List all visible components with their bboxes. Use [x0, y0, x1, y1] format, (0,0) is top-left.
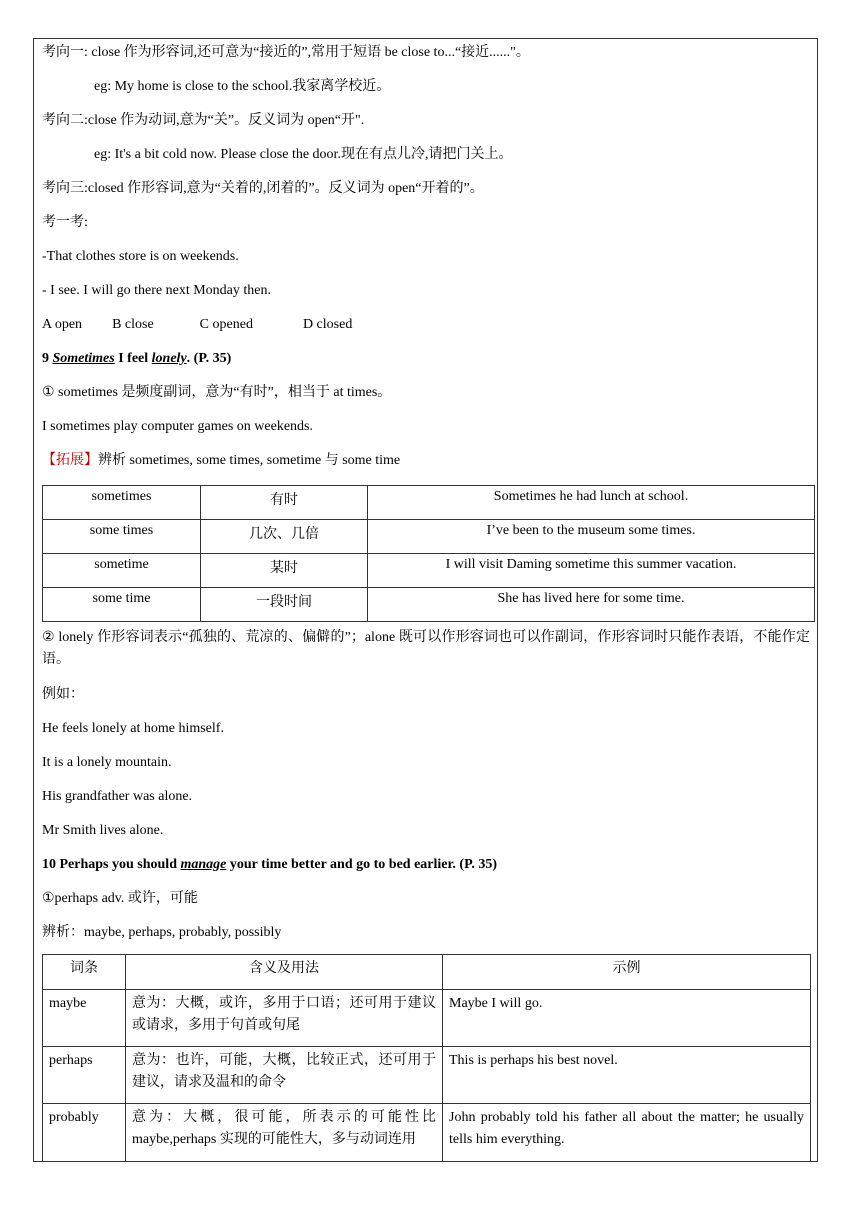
text-line-3: 考向二:close 作为动词,意为“关”。反义词为 open“开". — [42, 113, 365, 128]
table-cell: probably — [43, 1104, 126, 1162]
table-cell: 一段时间 — [201, 588, 368, 622]
item-9-note-1: ① sometimes 是频度副词，意为“有时”，相当于 at times。 — [42, 385, 392, 400]
example-heading: 例如： — [42, 687, 84, 702]
extension-line — [42, 451, 400, 471]
quiz-options — [42, 315, 352, 335]
example-3: His grandfather was alone. — [42, 789, 193, 804]
table-row — [43, 990, 811, 1047]
table-cell: I’ve been to the museum some times. — [368, 520, 815, 554]
maybe-perhaps-table — [42, 954, 811, 1162]
item-9-word-2: lonely — [151, 351, 187, 366]
table-row — [43, 1047, 811, 1104]
item-10-compare: 辨析：maybe, perhaps, probably, possibly — [42, 925, 282, 940]
item-9-heading — [42, 349, 231, 369]
table-header-row — [43, 955, 811, 990]
table-row — [43, 1104, 811, 1162]
table-row — [43, 588, 815, 622]
item-9-example: I sometimes play computer games on weekends. — [42, 419, 313, 434]
item-9-word-1: Sometimes — [52, 351, 115, 366]
option-d: D closed — [302, 317, 353, 332]
document-frame — [33, 38, 818, 1162]
table-cell: 某时 — [201, 554, 368, 588]
table-cell: perhaps — [43, 1047, 126, 1104]
table-row — [43, 554, 815, 588]
quiz-heading: 考一考: — [42, 215, 88, 230]
table-cell: 意为：大概，很可能，所表示的可能性比maybe,perhaps 实现的可能性大，多与动词连用 — [126, 1104, 443, 1162]
table-cell: 意为：也许，可能，大概，比较正式，还可用于建议，请求及温和的命令 — [126, 1047, 443, 1104]
text-line-1: 考向一: close 作为形容词,还可意为“接近的”,常用于短语 be close to...“接近......"。 — [42, 45, 530, 60]
lonely-note: ② lonely 作形容词表示“孤独的、荒凉的、偏僻的”；alone 既可以作形容词也可以作副词，作形容词时只能作表语，不能作定语。 — [42, 630, 810, 667]
table-cell: 几次、几倍 — [201, 520, 368, 554]
quiz-line-2: - I see. I will go there next Monday then. — [42, 283, 271, 298]
table-cell: some times — [43, 520, 201, 554]
table-cell: Maybe I will go. — [443, 990, 811, 1047]
text-line-5: 考向三:closed 作形容词,意为“关着的,闭着的”。反义词为 open“开着的”。 — [42, 181, 484, 196]
item-9-end: . (P. 35) — [186, 351, 232, 366]
sometimes-table — [42, 485, 815, 622]
item-9-number: 9 — [42, 351, 53, 366]
option-c: C opened — [199, 317, 253, 332]
table-cell: Sometimes he had lunch at school. — [368, 486, 815, 520]
table-cell: She has lived here for some time. — [368, 588, 815, 622]
text-line-4: eg: It's a bit cold now. Please close the door.现在有点儿冷,请把门关上。 — [94, 147, 513, 162]
example-1: He feels lonely at home himself. — [42, 721, 224, 736]
table-cell: 意为：大概，或许，多用于口语；还可用于建议或请求，多用于句首或句尾 — [126, 990, 443, 1047]
text-line-2: eg: My home is close to the school.我家离学校近。 — [94, 79, 391, 94]
table-cell: John probably told his father all about the matter; he usually tells him everything. — [443, 1104, 811, 1162]
header-cell: 示例 — [443, 955, 811, 990]
table-cell: some time — [43, 588, 201, 622]
option-b: B close — [112, 317, 154, 332]
item-10-word: manage — [180, 857, 227, 872]
extension-tag: 【拓展】 — [42, 453, 98, 468]
table-cell: 有时 — [201, 486, 368, 520]
table-row — [43, 520, 815, 554]
option-a: A open — [42, 317, 83, 332]
table-cell: I will visit Daming sometime this summer vacation. — [368, 554, 815, 588]
table-cell: sometimes — [43, 486, 201, 520]
table-cell: This is perhaps his best novel. — [443, 1047, 811, 1104]
item-9-mid: I feel — [114, 351, 152, 366]
quiz-line-1: -That clothes store is on weekends. — [42, 249, 239, 264]
item-10-pre: 10 Perhaps you should — [42, 857, 181, 872]
item-10-post: your time better and go to bed earlier. (P. 35) — [226, 857, 498, 872]
example-2: It is a lonely mountain. — [42, 755, 172, 770]
header-cell: 词条 — [43, 955, 126, 990]
table-cell: maybe — [43, 990, 126, 1047]
example-4: Mr Smith lives alone. — [42, 823, 164, 838]
table-cell: sometime — [43, 554, 201, 588]
table-row — [43, 486, 815, 520]
item-10-heading — [42, 855, 497, 875]
header-cell: 含义及用法 — [126, 955, 443, 990]
extension-text: 辨析 sometimes, some times, sometime 与 some time — [98, 453, 401, 468]
item-10-note: ①perhaps adv. 或许，可能 — [42, 891, 198, 906]
